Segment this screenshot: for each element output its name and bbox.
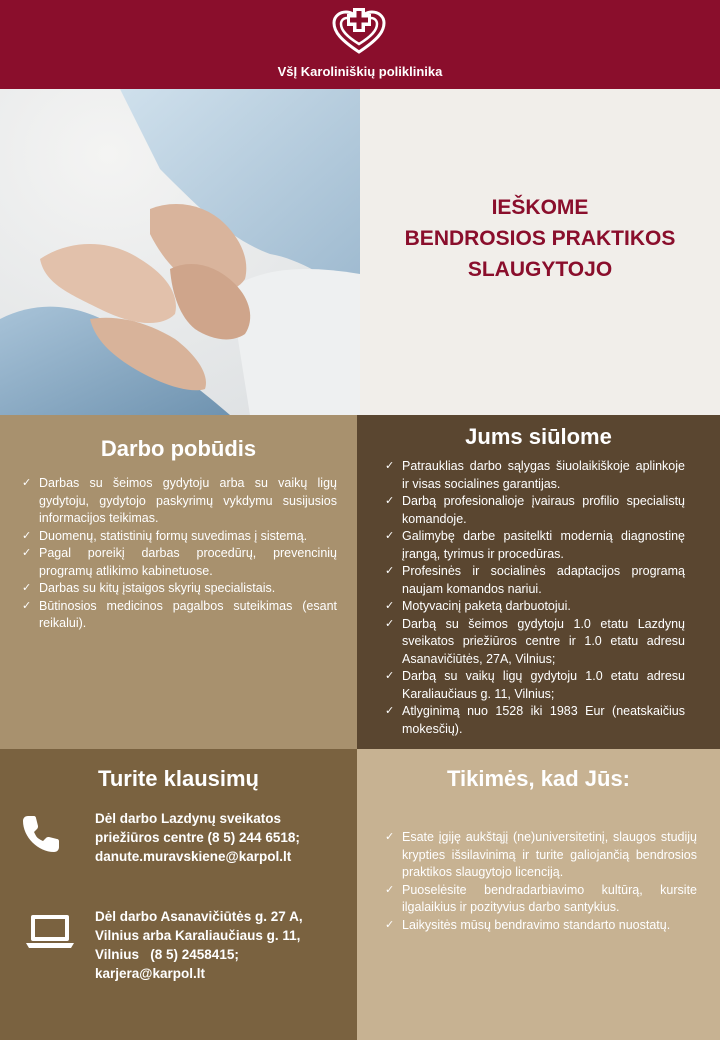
questions-heading: Turite klausimų <box>98 766 259 791</box>
contact-line: Vilnius (8 5) 2458415; <box>95 947 239 962</box>
contact-line: Vilnius arba Karaliaučiaus g. 11, <box>95 928 301 943</box>
expectations-list <box>385 829 697 934</box>
list-item: ✓ Darbą su vaikų ligų gydytoju 1.0 etatu adresu Karaliaučiaus g. 11, Vilnius; <box>385 668 685 703</box>
contact-asanaviciutes <box>95 907 303 983</box>
job-title-line-1: IEŠKOME <box>491 196 589 219</box>
laptop-icon <box>26 913 74 949</box>
work-nature-list <box>22 475 337 633</box>
job-title-panel <box>360 89 720 415</box>
job-title-line-3: SLAUGYTOJO <box>467 258 613 281</box>
list-item: ✓ Darbas su kitų įstaigos skyrių specialistais. <box>22 580 337 598</box>
contact-email[interactable]: karjera@karpol.lt <box>95 966 205 981</box>
list-item: ✓ Galimybę darbe pasitelkti modernią diagnostinę įrangą, tyrimus ir procedūras. <box>385 528 685 563</box>
job-title-line-2: BENDROSIOS PRAKTIKOS <box>404 227 676 250</box>
contact-email[interactable]: danute.muravskiene@karpol.lt <box>95 849 292 864</box>
list-item: ✓ Atlyginimą nuo 1528 iki 1983 Eur (neatskaičius mokesčių). <box>385 703 685 738</box>
list-item: ✓ Patrauklias darbo sąlygas šiuolaikiškoje aplinkoje ir visas socialines garantijas. <box>385 458 685 493</box>
offer-list <box>385 458 685 738</box>
list-item: ✓ Motyvacinį paketą darbuotojui. <box>385 598 685 616</box>
header-bar <box>0 0 720 89</box>
list-item: ✓ Darbas su šeimos gydytoju arba su vaikų ligų gydytoju, gydytojo paskyrimų vykdymu susijusios informacijos teikimas. <box>22 475 337 528</box>
list-item: ✓ Darbą profesionalioje įvairaus profilio specialistų komandoje. <box>385 493 685 528</box>
list-item: ✓ Darbą su šeimos gydytoju 1.0 etatu Lazdynų sveikatos priežiūros centre ir 1.0 etatu adresu Asanavičiūtės, 27A, Vilnius; <box>385 616 685 669</box>
contact-line: Dėl darbo Asanavičiūtės g. 27 A, <box>95 909 303 924</box>
contact-line: Dėl darbo Lazdynų sveikatos <box>95 811 282 826</box>
expectations-section <box>357 749 720 1040</box>
phone-icon <box>20 813 62 855</box>
list-item: ✓ Būtinosios medicinos pagalbos suteikimas (esant reikalui). <box>22 598 337 633</box>
organization-name: VšĮ Karoliniškių poliklinika <box>277 64 443 79</box>
list-item: ✓ Puoselėsite bendradarbiavimo kultūrą, kursite ilgalaikius ir pozityvius darbo santykius. <box>385 882 697 917</box>
questions-section <box>0 749 357 1040</box>
offer-section <box>357 415 720 749</box>
list-item: ✓ Duomenų, statistinių formų suvedimas į sistemą. <box>22 528 337 546</box>
list-item: ✓ Esate įgiję aukštąjį (ne)universitetinį, slaugos studijų krypties išsilavinimą ir turite galiojančią bendrosios praktikos slaugytojo licenciją. <box>385 829 697 882</box>
contact-lazdynai <box>95 809 300 866</box>
work-nature-section <box>0 415 357 749</box>
list-item: ✓ Laikysitės mūsų bendravimo standarto nuostatų. <box>385 917 697 935</box>
photo-illustration <box>0 89 360 415</box>
list-item: ✓ Pagal poreikį darbas procedūrų, prevencinių programų atlikimo kabinetuose. <box>22 545 337 580</box>
heart-cross-logo-icon <box>331 8 387 56</box>
list-item: ✓ Profesinės ir socialinės adaptacijos programą naujam komandos nariui. <box>385 563 685 598</box>
offer-heading: Jums siūlome <box>465 424 612 449</box>
work-nature-heading: Darbo pobūdis <box>100 436 257 461</box>
contact-line: priežiūros centre (8 5) 244 6518; <box>95 830 300 845</box>
holding-hands-photo <box>0 89 360 415</box>
expectations-heading: Tikimės, kad Jūs: <box>446 766 630 791</box>
